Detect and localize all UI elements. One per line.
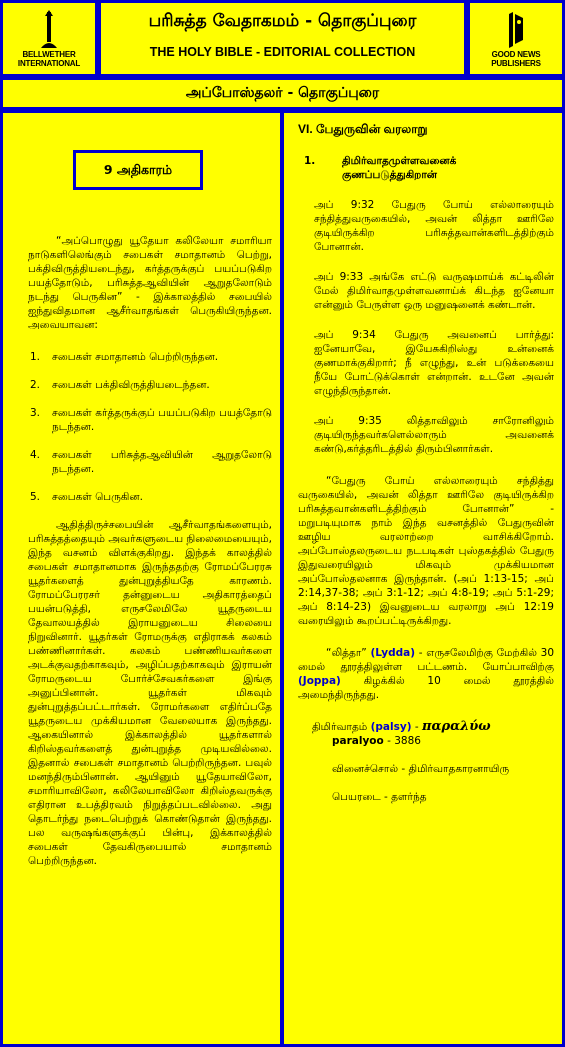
verse-9-33: அப் 9:33 அங்கே எட்டு வருஷமாய்க் கட்டிலின் மேல் திமிர்வாதமுள்ளவனாய்க் கிடந்த ஐனேயா என்னும் பேருள்ள ஒரு மனுஷனைக் கண்டான்.: [314, 271, 554, 311]
logo-right-line2: PUBLISHERS: [491, 58, 541, 68]
logo-right-line1: GOOD NEWS: [491, 49, 541, 59]
logo-left-line2: INTERNATIONAL: [17, 58, 81, 68]
commentary-paragraph: “பேதுரு போய் எல்லாரையும் சந்தித்து வருகையில், அவன் லித்தா ஊரிலே குடியிருக்கிற பரிசுத்தவான்களிடத்திற்கும் போனான்” - மறுபடியுமாக நாம் இந்த வசனத்தில் பேதுருவின் ஊழிய வரலாற்றை வாசிக்கிறோம். அப்போஸ்தலருடைய நடபடிகள் புஸ்தகத்தில் பேதுரு இதுவரையிலும் மிகவும் முக்கியமான அப்போஸ்தலனாக இருந்தான். (அப் 1:13-15; அப் 2:14,37-38; அப் 3:1-12; அப் 4:8-19; அப் 5:1-29; அப் 8:14-23) இவனுடைய வரலாறு அப் 12:19 வரையிலும் கூறப்பட்டிருக்கிறது.: [298, 475, 554, 627]
word-entry: திமிர்வாதம் (palsy) - παραλύω paralyoo - 3886: [312, 719, 491, 747]
chapter-label: 9 அதிகாரம்: [73, 150, 203, 190]
book-title: அப்போஸ்தலர் - தொகுப்புரை: [185, 85, 380, 101]
title-tamil: பரிசுத்த வேதாகமம் - தொகுப்புரை: [148, 11, 417, 31]
list-item: 4. சபைகள் பரிசுத்தஆவியின் ஆறுதலோடு நடந்தன.: [30, 449, 272, 475]
good-news-logo-icon: [505, 10, 527, 50]
verse-9-34: அப் 9:34 பேதுரு அவனைப் பார்த்து: ஐனேயாவே, இயேசுகிறிஸ்து உன்னைக் குணமாக்குகிறார்; நீ எழுந்து, உன் படுக்கையை நீயே போட்டுக்கொள் என்றான். உடனே அவன் எழுந்திருந்தான்.: [314, 329, 554, 397]
verb-entry: வினைச்சொல் - திமிர்வாதகாரனாயிரு: [332, 763, 510, 775]
bellwether-logo-icon: [39, 10, 59, 50]
header-title-box: [98, 0, 467, 77]
logo-left: [0, 0, 98, 77]
list-item: 5. சபைகள் பெருகின.: [30, 491, 143, 503]
verse-9-35: அப் 9:35 லித்தாவிலும் சாரோனிலும் குடியிருந்தவர்களெல்லாரும் அவனைக் கண்டு,கர்த்தரிடத்தில் திரும்பினார்கள்.: [314, 415, 554, 455]
left-column-text: [28, 234, 272, 868]
sub-heading: [298, 154, 554, 182]
strongs-number: - 3886: [383, 735, 421, 747]
blessings-list: [28, 350, 272, 504]
sub-heading-text: திமிர்வாதமுள்ளவனைக் குணப்படுத்துகிறான்: [342, 155, 457, 181]
sub-heading-number: 1.: [304, 155, 316, 167]
joppa-term: (Joppa): [298, 675, 341, 687]
transliteration: paralyoo: [332, 735, 384, 747]
logo-right: [467, 0, 565, 77]
greek-word: παραλύω: [421, 719, 491, 734]
list-item: 1. சபைகள் சமாதானம் பெற்றிருந்தன.: [30, 351, 219, 363]
list-item: 2. சபைகள் பக்திவிருத்தியடைந்தன.: [30, 379, 210, 391]
section-heading: VI. பேதுருவின் வரலாறு: [298, 122, 428, 136]
body-paragraph: ஆதித்திருச்சபையின் ஆசீர்வாதங்களையும், பரிசுத்தத்தையும் அவர்களுடைய நிலைமையையும், இந்த வசனம் விளக்குகிறது. இந்தக் காலத்தில் சபைகள் சமாதானமாக இருந்ததற்கு ரோமப்பேரரசு யூதர்களைத் துன்புறுத்தியதே காரணம். ரோமப்பேரரசர் தன்னுடைய அதிகாரத்தைப் பயன்படுத்தி, எருசலேமிலே யூதருடைய தேவாலயத்தில் இராயனுடைய சிலையை நிறுவினார். யூதர்கள் ரோமருக்கு எதிராகக் கலகம் பண்ணினார்கள். கலகம் பண்ணியவர்களை அடக்குவதற்காகவும், அழிப்பதற்காகவும் இராயன் ரோமருடைய போர்ச்சேவகர்களை இங்கு அனுப்பினான். யூதர்கள் மிகவும் துன்புறுத்தப்பட்டார்கள். ரோமர்களை எதிர்ப்பதே யூதருடைய முக்கியமான வேலையாக இருந்தது. ஆகையினால் இக்காலத்தில் யூதர்களால் கிறிஸ்தவர்களைத் துன்புறுத்த முடியவில்லை. இதனால் சபைகள் சமாதானம் பெற்றிருந்தன. பவுல் மனந்திரும்பினான். ஆயினும் யூதேயாவிலோ, சமாரியாவிலோ, கலிலேயாவிலோ கிறிஸ்தவருக்கு எதிரான உபத்திரவம் நிறுத்தப்படவில்லை. அது தொடர்ந்து நடைபெற்றுக் கொண்டுதான் இருந்தது. பல வருஷங்களுக்குப் பின்பு, இக்காலத்தில் சபைகள் தேவகிருபையால் சமாதானம் பெற்றிருந்தன.: [28, 519, 272, 867]
lydda-term: (Lydda): [370, 647, 415, 659]
intro-paragraph: “அப்பொழுது யூதேயா கலிலேயா சமாரியா நாடுகளிலெங்கும் சபைகள் சமாதானம் பெற்று, பக்திவிருத்தியடைந்து, கர்த்தருக்குப் பயப்படுகிற பயத்தோடும், பரிசுத்தஆவியின் ஆறுதலோடும் நடந்து பெருகின” - இக்காலத்தில் சபையில் ஐந்துவிதமான ஆசீர்வாதங்கள் பெருகியிருந்தன. அவையாவன:: [28, 235, 272, 331]
right-column-text: [298, 122, 554, 818]
adjective-entry: பெயரடை - தளர்ந்த: [332, 791, 427, 803]
book-title-bar: [0, 77, 565, 110]
word-study: [298, 720, 554, 804]
title-english: THE HOLY BIBLE - EDITORIAL COLLECTION: [149, 45, 416, 59]
verse-9-32: அப் 9:32 பேதுரு போய் எல்லாரையும் சந்தித்துவருகையில், அவன் லித்தா ஊரிலே குடியிருக்கிற பரிசுத்தவான்களிடத்திற்கும் போனான்.: [314, 199, 554, 253]
list-item: 3. சபைகள் கர்த்தருக்குப் பயப்படுகிற பயத்தோடு நடந்தன.: [30, 407, 272, 433]
lydda-paragraph: “லித்தா” (Lydda) - எருசலேமிற்கு மேற்கில் 30 மைல் தூரத்திலுள்ள பட்டணம். யோப்பாவிற்கு (Joppa) கிழக்கில் 10 மைல் தூரத்தில் அமைந்திருந்தது.: [298, 647, 555, 701]
palsy-term: (palsy): [370, 721, 412, 733]
logo-left-line1: BELLWETHER: [22, 49, 76, 59]
